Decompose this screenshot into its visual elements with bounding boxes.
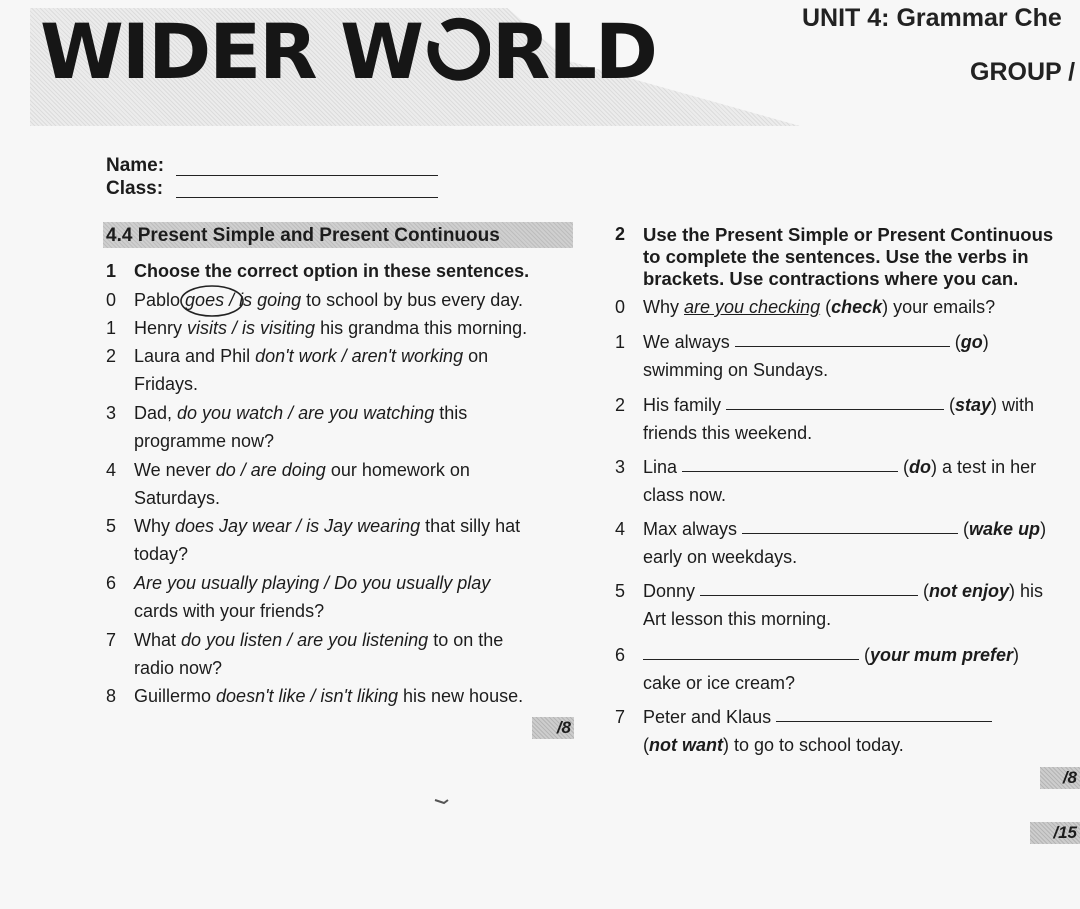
option-b[interactable]: is going (239, 290, 302, 310)
verb-hint: go (960, 332, 983, 352)
option-a[interactable]: do you watch (177, 403, 284, 423)
option-a[interactable]: do you listen (181, 630, 283, 650)
ex2-item-number: 3 (615, 457, 626, 477)
ex1-item-continued: today? (134, 544, 189, 564)
ex2-item-number: 1 (615, 332, 626, 352)
ex2-item-line: We always (go) (643, 332, 989, 352)
ex1-item-continued: programme now? (134, 431, 275, 451)
total-score: /15 (1030, 822, 1080, 844)
verb-hint: do (909, 457, 932, 477)
option-a[interactable]: do (215, 460, 236, 480)
ex2-item-continued: class now. (643, 485, 727, 505)
ex2-item-continued: early on weekdays. (643, 547, 798, 567)
ex2-item-number: 7 (615, 707, 626, 727)
ex1-item-continued: Saturdays. (134, 488, 221, 508)
option-a[interactable]: visits (187, 318, 228, 338)
ex2-item-line: Peter and Klaus (643, 707, 992, 728)
ex1-item-line: What do you listen / are you listening to on the (134, 630, 504, 650)
unit-title: UNIT 4: Grammar Che (802, 4, 1062, 32)
ex1-score: /8 (532, 717, 574, 739)
answer-blank[interactable] (776, 721, 992, 722)
ex1-item-line: Are you usually playing / Do you usually play (134, 573, 491, 593)
ex2-item-line: Lina (do) a test in her (643, 457, 1037, 477)
ex1-item-line: Dad, do you watch / are you watching this (134, 403, 468, 423)
name-field[interactable] (176, 175, 438, 176)
verb-hint: stay (955, 395, 992, 415)
ex2-item-number: 2 (615, 395, 626, 415)
ex1-item-number: 7 (106, 630, 117, 650)
verb-hint: your mum prefer (870, 645, 1014, 665)
ex2-item-line: His family (stay) with (643, 395, 1035, 415)
ex2-item-number: 6 (615, 645, 626, 665)
name-label: Name: (106, 155, 165, 176)
answer-blank[interactable] (735, 346, 950, 347)
answer-blank[interactable] (643, 659, 859, 660)
ex2-item-number: 5 (615, 581, 626, 601)
stray-mark-icon (434, 797, 450, 807)
ex2-item-number: 4 (615, 519, 626, 539)
ex2-item-line: (your mum prefer) (643, 645, 1019, 666)
ex2-example-number: 0 (615, 297, 626, 317)
option-b[interactable]: is visiting (242, 318, 316, 338)
option-b[interactable]: isn't liking (320, 686, 399, 706)
ex2-item-continued: Art lesson this morning. (643, 609, 832, 629)
ex2-instruction-line1: Use the Present Simple or Present Continuous (643, 224, 1054, 245)
ex1-item-continued: Fridays. (134, 374, 199, 394)
ex1-item-number: 0 (106, 290, 117, 310)
logo-o-icon (424, 16, 490, 82)
ex1-item-number: 8 (106, 686, 117, 706)
ex1-item-number: 1 (106, 318, 117, 338)
class-label: Class: (106, 178, 164, 199)
ex2-item-continued: cake or ice cream? (643, 673, 796, 693)
ex2-example: Why are you checking (check) your emails? (643, 297, 996, 317)
ex1-item-number: 5 (106, 516, 117, 536)
ex2-item-line: Max always (wake up) (643, 519, 1047, 539)
option-b[interactable]: Do you usually play (334, 573, 491, 593)
option-b[interactable]: aren't working (351, 346, 464, 366)
example-answer: are you checking (684, 297, 821, 317)
ex1-item-line: Guillermo doesn't like / isn't liking his new house. (134, 686, 524, 706)
verb-hint: not enjoy (929, 581, 1010, 601)
section-title: 4.4 Present Simple and Present Continuous (106, 225, 500, 246)
logo: WIDER W RLD (40, 7, 656, 96)
ex1-item-line: We never do / are doing our homework on (134, 460, 470, 480)
option-b[interactable]: are you watching (298, 403, 435, 423)
ex2-item-line: Donny (not enjoy) his (643, 581, 1044, 601)
option-a[interactable]: goes (185, 290, 225, 310)
ex2-number: 2 (615, 224, 626, 244)
ex1-item-continued: cards with your friends? (134, 601, 325, 621)
ex2-score: /8 (1040, 767, 1080, 789)
ex1-item-number: 3 (106, 403, 117, 423)
ex1-item-line: Pablo goes / is going to school by bus every day. (134, 290, 523, 310)
option-a[interactable]: doesn't like (216, 686, 306, 706)
ex2-item-continued: (not want) to go to school today. (643, 735, 904, 755)
option-b[interactable]: is Jay wearing (306, 516, 421, 536)
answer-blank[interactable] (700, 595, 918, 596)
option-b[interactable]: are doing (250, 460, 326, 480)
ex2-instruction-line3: brackets. Use contractions where you can. (643, 268, 1019, 289)
class-field[interactable] (176, 197, 438, 198)
ex2-item-continued: swimming on Sundays. (643, 360, 829, 380)
ex1-item-number: 6 (106, 573, 117, 593)
ex2-item-continued: friends this weekend. (643, 423, 813, 443)
option-b[interactable]: are you listening (297, 630, 429, 650)
answer-blank[interactable] (726, 409, 944, 410)
ex1-item-line: Why does Jay wear / is Jay wearing that silly hat (134, 516, 521, 536)
answer-blank[interactable] (742, 533, 958, 534)
option-a[interactable]: Are you usually playing (134, 573, 320, 593)
verb-hint: wake up (969, 519, 1041, 539)
ex1-item-number: 2 (106, 346, 117, 366)
group-label: GROUP / (970, 58, 1076, 86)
option-a[interactable]: don't work (255, 346, 337, 366)
answer-blank[interactable] (682, 471, 898, 472)
ex2-instruction-line2: to complete the sentences. Use the verbs in (643, 246, 1029, 267)
verb-hint: not want (649, 735, 723, 755)
option-a[interactable]: does Jay wear (175, 516, 292, 536)
ex1-number: 1 (106, 261, 117, 281)
ex1-item-continued: radio now? (134, 658, 223, 678)
circle-mark-icon (178, 283, 246, 319)
ex1-item-number: 4 (106, 460, 117, 480)
ex1-item-line: Henry visits / is visiting his grandma this morning. (134, 318, 528, 338)
ex1-item-line: Laura and Phil don't work / aren't working on (134, 346, 489, 366)
ex1-instruction: Choose the correct option in these sentences. (134, 261, 530, 281)
